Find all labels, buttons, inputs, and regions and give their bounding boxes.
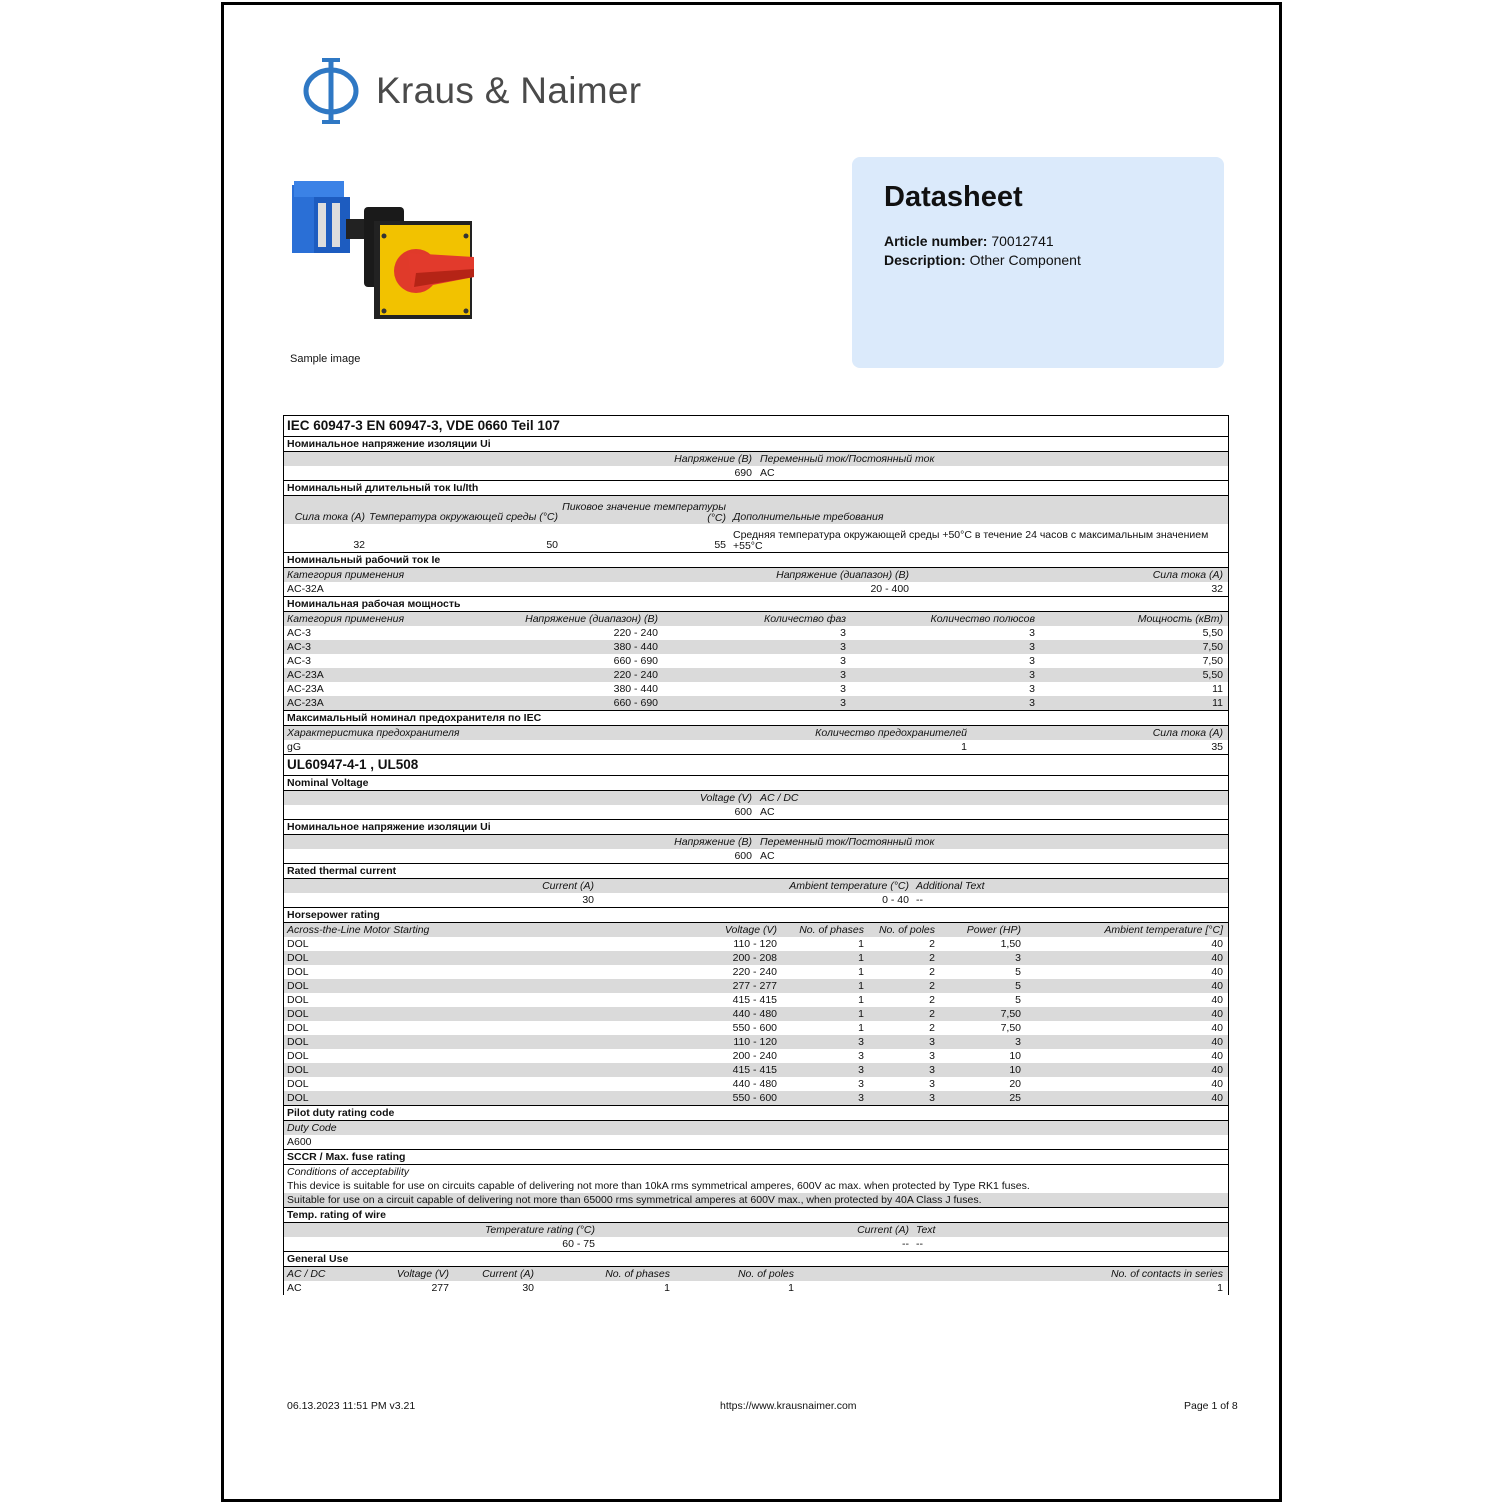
table-row <box>284 1077 1228 1091</box>
table-row <box>284 626 1228 640</box>
table-cell: 110 - 120 <box>733 1036 777 1048</box>
table-cell: 3 <box>840 683 846 695</box>
table-cell: 380 - 440 <box>613 683 658 695</box>
ul-sccr-title: SCCR / Max. fuse rating <box>284 1150 1228 1165</box>
table-cell: AC-23A <box>287 683 324 695</box>
image-caption: Sample image <box>290 353 361 365</box>
table-cell: 277 - 277 <box>732 980 777 992</box>
table-row: AC 277 30 1 1 1 <box>287 1282 1223 1294</box>
table-cell: 1,50 <box>1000 938 1021 950</box>
table-cell: 440 - 480 <box>732 1078 777 1090</box>
table-row: Сила тока (А) Температура окружающей среды (°C) Пиковое значение температуры (°C) Дополнительные требования <box>284 496 1228 524</box>
table-cell: DOL <box>287 952 309 964</box>
ul-ui-title: Номинальное напряжение изоляции Ui <box>284 820 1228 835</box>
iec-power-title: Номинальная рабочая мощность <box>284 597 1228 612</box>
table-cell: 10 <box>1009 1050 1021 1062</box>
table-cell: 5 <box>1015 966 1021 978</box>
article-number: Article number: 70012741 <box>884 233 1054 249</box>
table-cell: 7,50 <box>1000 1022 1021 1034</box>
product-image <box>288 173 478 323</box>
table-row: Напряжение (В) Переменный ток/Постоянный ток <box>284 452 1228 466</box>
table-cell: 11 <box>1212 683 1223 695</box>
table-row: 690 AC <box>284 466 1228 481</box>
table-cell: 550 - 600 <box>732 1022 777 1034</box>
table-row: Across-the-Line Motor Starting Voltage (V) No. of phases No. of poles Power (HP) Ambient temperature [°C] <box>284 923 1228 937</box>
table-row: Категория применения Напряжение (диапазон) (В) Количество фаз Количество полюсов Мощность (кВт) <box>284 612 1228 626</box>
table-cell: AC-3 <box>287 655 311 667</box>
table-cell: 440 - 480 <box>732 1008 777 1020</box>
table-cell: 1 <box>858 1008 864 1020</box>
ul-wire-title: Temp. rating of wire <box>284 1208 1228 1223</box>
footer-url[interactable]: https://www.krausnaimer.com <box>720 1400 857 1412</box>
ul-thermal-title: Rated thermal current <box>284 864 1228 879</box>
table-cell: 380 - 440 <box>613 641 658 653</box>
datasheet-title: Datasheet <box>884 181 1023 213</box>
table-cell: 3 <box>1015 952 1021 964</box>
table-cell: 3 <box>929 1078 935 1090</box>
table-cell: 220 - 240 <box>732 966 777 978</box>
table-cell: 220 - 240 <box>613 627 658 639</box>
table-cell: 3 <box>858 1050 864 1062</box>
table-cell: 1 <box>858 980 864 992</box>
table-cell: 2 <box>929 1008 935 1020</box>
table-cell: 3 <box>840 669 846 681</box>
table-cell: 3 <box>840 627 846 639</box>
table-cell: DOL <box>287 1050 309 1062</box>
table-cell: DOL <box>287 938 309 950</box>
table-cell: 3 <box>929 1064 935 1076</box>
table-row: AC / DC Voltage (V) Current (A) No. of phases No. of poles No. of contacts in series <box>284 1267 1228 1281</box>
table-row: Suitable for use on a circuit capable of delivering not more than 65000 rms symmetrical amperes at 600V max., when protected by 40A Class J fuses. <box>284 1193 1228 1208</box>
table-row: Temperature rating (°C) Current (A) Text <box>284 1223 1228 1237</box>
table-row <box>284 1007 1228 1021</box>
table-row: AC-32A 20 - 400 32 <box>284 582 1228 597</box>
table-cell: 40 <box>1211 966 1223 978</box>
ul-general-title: General Use <box>284 1252 1228 1267</box>
table-row: This device is suitable for use on circuits capable of delivering not more than 10kA rms symmetrical amperes, 600V ac max. when protected by Type RK1 fuses. <box>287 1180 1030 1192</box>
table-cell: 1 <box>858 1022 864 1034</box>
table-row: 32 50 55 Средняя температура окружающей среды +50°C в течение 24 часов с максимальным значением +55°C <box>284 524 1228 553</box>
table-cell: 40 <box>1211 1078 1223 1090</box>
description: Description: Other Component <box>884 252 1081 268</box>
table-row <box>284 979 1228 993</box>
ul-pilot-title: Pilot duty rating code <box>284 1106 1228 1121</box>
brand-logo-icon <box>300 57 364 125</box>
table-cell: 220 - 240 <box>613 669 658 681</box>
table-cell: 3 <box>858 1036 864 1048</box>
table-cell: AC-3 <box>287 627 311 639</box>
table-cell: 3 <box>840 655 846 667</box>
table-row <box>284 1021 1228 1035</box>
table-row <box>284 640 1228 654</box>
table-cell: 3 <box>929 1050 935 1062</box>
table-cell: DOL <box>287 1036 309 1048</box>
table-cell: 3 <box>1029 697 1035 709</box>
table-cell: 40 <box>1211 1022 1223 1034</box>
table-row: 30 0 - 40 -- <box>284 893 1228 908</box>
table-cell: 7,50 <box>1202 655 1223 667</box>
table-row: 600 AC <box>284 805 1228 820</box>
table-cell: 7,50 <box>1000 1008 1021 1020</box>
table-cell: 3 <box>1029 627 1035 639</box>
table-cell: AC-23A <box>287 669 324 681</box>
table-cell: 3 <box>1029 641 1035 653</box>
table-cell: DOL <box>287 1008 309 1020</box>
table-cell: 550 - 600 <box>732 1092 777 1104</box>
table-cell: DOL <box>287 1064 309 1076</box>
table-cell: 40 <box>1211 1064 1223 1076</box>
table-cell: 5,50 <box>1202 627 1223 639</box>
table-cell: 3 <box>840 641 846 653</box>
table-row <box>284 1035 1228 1049</box>
table-cell: 3 <box>840 697 846 709</box>
table-cell: 1 <box>858 966 864 978</box>
iec-ie-title: Номинальный рабочий ток Ie <box>284 553 1228 568</box>
table-row <box>284 951 1228 965</box>
table-cell: DOL <box>287 1078 309 1090</box>
table-cell: DOL <box>287 966 309 978</box>
spec-table <box>283 415 1229 1295</box>
iec-ith-title: Номинальный длительный ток Iu/Ith <box>284 481 1228 496</box>
table-cell: 40 <box>1211 1008 1223 1020</box>
table-row <box>284 965 1228 979</box>
table-row <box>284 1091 1228 1106</box>
table-row <box>284 682 1228 696</box>
table-cell: 40 <box>1211 1036 1223 1048</box>
table-row: Категория применения Напряжение (диапазон) (В) Сила тока (А) <box>284 568 1228 582</box>
table-row <box>284 1063 1228 1077</box>
table-row: Duty Code <box>284 1121 1228 1135</box>
table-cell: 40 <box>1211 938 1223 950</box>
table-row: 600 AC <box>284 849 1228 864</box>
table-row: Conditions of acceptability <box>287 1166 409 1178</box>
table-cell: 1 <box>858 994 864 1006</box>
table-cell: AC-3 <box>287 641 311 653</box>
ul-hp-title: Horsepower rating <box>284 908 1228 923</box>
table-cell: 1 <box>858 938 864 950</box>
table-cell: 40 <box>1211 1092 1223 1104</box>
brand-name: Kraus & Naimer <box>376 70 642 111</box>
table-cell: 660 - 690 <box>613 697 658 709</box>
table-cell: 25 <box>1009 1092 1021 1104</box>
footer-page-number: Page 1 of 8 <box>1184 1400 1238 1412</box>
table-cell: 1 <box>858 952 864 964</box>
table-row <box>284 696 1228 711</box>
table-cell: 3 <box>858 1064 864 1076</box>
table-cell: 2 <box>929 966 935 978</box>
table-cell: AC-23A <box>287 697 324 709</box>
table-row: Напряжение (В) Переменный ток/Постоянный ток <box>284 835 1228 849</box>
table-row: Current (A) Ambient temperature (°C) Additional Text <box>284 879 1228 893</box>
table-cell: 10 <box>1009 1064 1021 1076</box>
table-row <box>284 668 1228 682</box>
table-cell: 5 <box>1015 980 1021 992</box>
table-cell: 2 <box>929 994 935 1006</box>
table-cell: 2 <box>929 938 935 950</box>
table-cell: DOL <box>287 980 309 992</box>
table-cell: DOL <box>287 1022 309 1034</box>
table-cell: 2 <box>929 1022 935 1034</box>
table-cell: 200 - 240 <box>732 1050 777 1062</box>
table-cell: 7,50 <box>1202 641 1223 653</box>
table-row <box>284 937 1228 951</box>
iec-fuse-title: Максимальный номинал предохранителя по IEC <box>284 711 1228 726</box>
table-row <box>284 993 1228 1007</box>
footer-timestamp: 06.13.2023 11:51 PM v3.21 <box>287 1400 416 1412</box>
table-cell: 2 <box>929 980 935 992</box>
table-cell: 5 <box>1015 994 1021 1006</box>
table-cell: 110 - 120 <box>733 938 777 950</box>
table-cell: 40 <box>1211 1050 1223 1062</box>
table-row: Voltage (V) AC / DC <box>284 791 1228 805</box>
iec-ui-title: Номинальное напряжение изоляции Ui <box>284 437 1228 452</box>
table-cell: 3 <box>1029 683 1035 695</box>
table-cell: DOL <box>287 1092 309 1104</box>
datasheet-box <box>852 157 1224 368</box>
table-cell: 3 <box>1029 655 1035 667</box>
table-cell: 5,50 <box>1202 669 1223 681</box>
table-cell: 40 <box>1211 994 1223 1006</box>
table-cell: 3 <box>1015 1036 1021 1048</box>
table-cell: 40 <box>1211 952 1223 964</box>
table-cell: 200 - 208 <box>732 952 777 964</box>
table-cell: 3 <box>929 1036 935 1048</box>
table-cell: 2 <box>929 952 935 964</box>
table-cell: 3 <box>929 1092 935 1104</box>
table-cell: 20 <box>1009 1078 1021 1090</box>
table-row: 60 - 75 -- -- <box>284 1237 1228 1252</box>
table-cell: 415 - 415 <box>732 994 777 1006</box>
table-row: Характеристика предохранителя Количество предохранителей Сила тока (А) <box>284 726 1228 740</box>
ul-nominal-title: Nominal Voltage <box>284 776 1228 791</box>
table-row: gG 1 35 <box>284 740 1228 755</box>
ul-standard-heading: UL60947-4-1 , UL508 <box>284 755 1228 776</box>
table-cell: DOL <box>287 994 309 1006</box>
table-row <box>284 654 1228 668</box>
table-cell: 660 - 690 <box>613 655 658 667</box>
table-cell: 3 <box>858 1078 864 1090</box>
iec-standard-heading: IEC 60947-3 EN 60947-3, VDE 0660 Teil 107 <box>284 416 1228 437</box>
table-cell: 415 - 415 <box>732 1064 777 1076</box>
table-cell: 3 <box>1029 669 1035 681</box>
table-row: A600 <box>284 1135 1228 1150</box>
table-cell: 3 <box>858 1092 864 1104</box>
table-cell: 40 <box>1211 980 1223 992</box>
table-cell: 11 <box>1212 697 1223 709</box>
table-row <box>284 1049 1228 1063</box>
